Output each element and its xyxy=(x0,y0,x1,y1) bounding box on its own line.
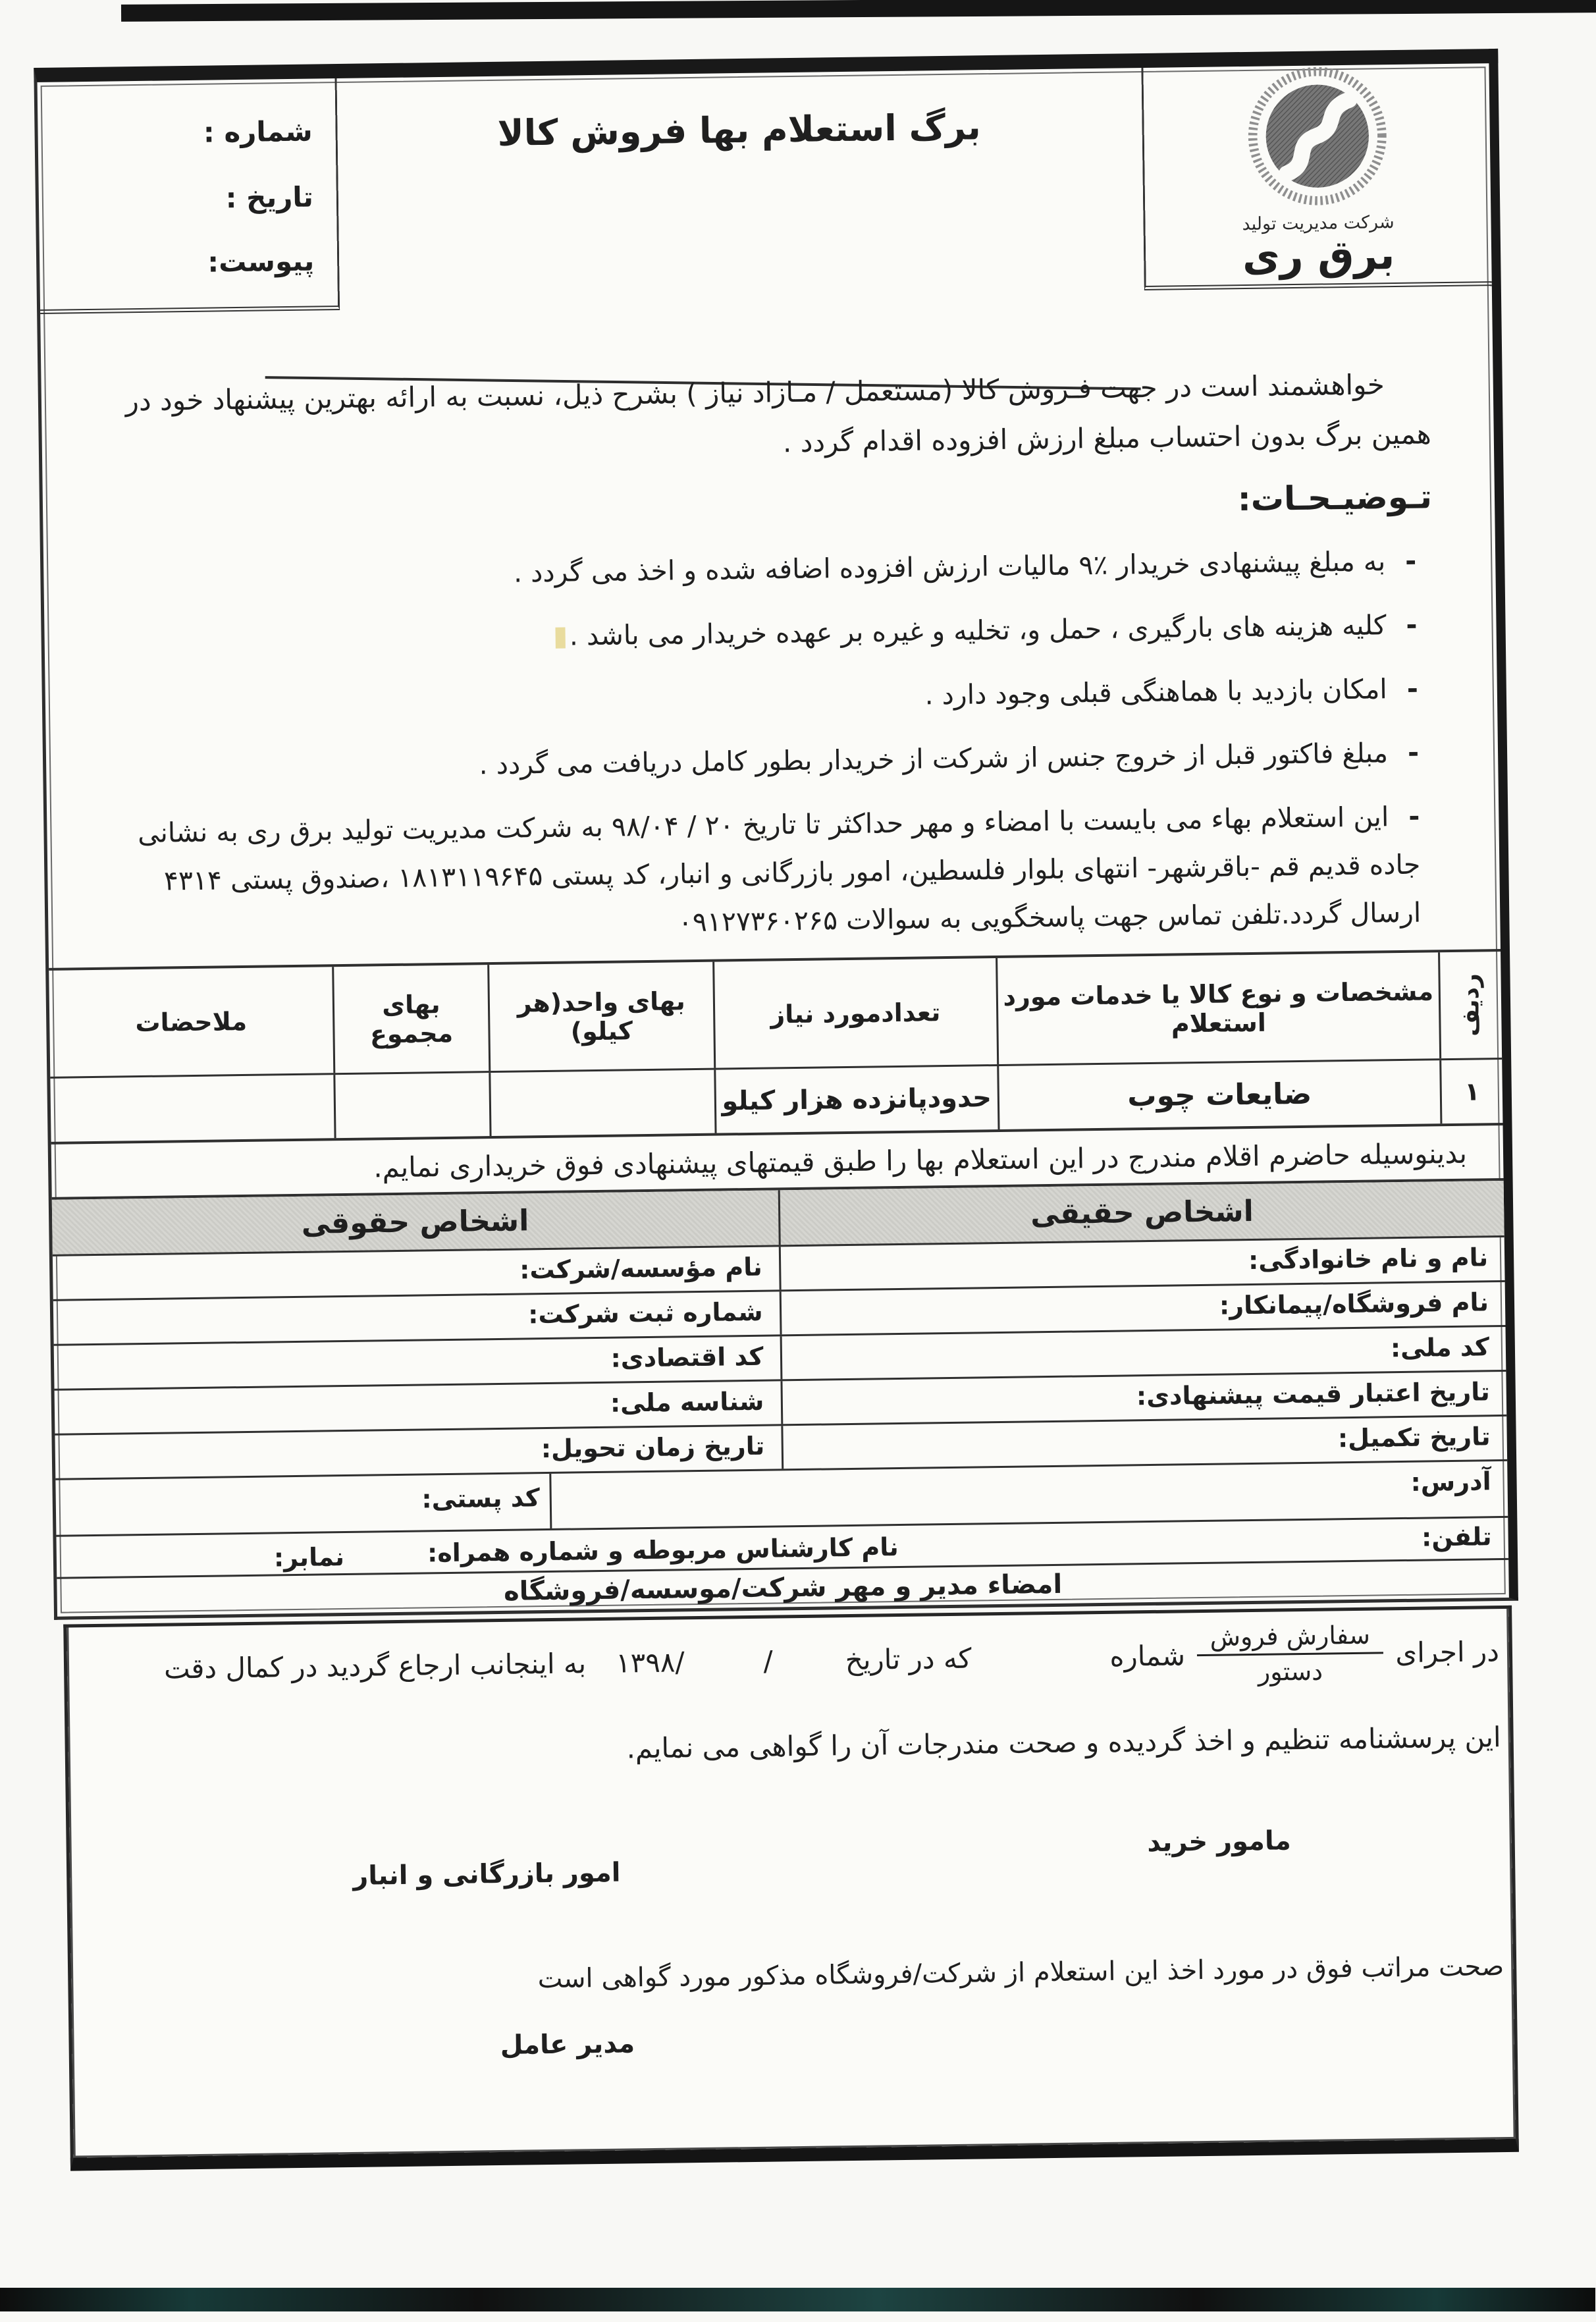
note-item: -کلیه هزینه های بارگیری ، حمل و، تخلیه و غیره بر عهده خریدار می باشد . xyxy=(120,601,1418,666)
notes-list xyxy=(120,537,1422,970)
number-label: شماره : xyxy=(203,115,313,149)
cell-remarks[interactable] xyxy=(51,1075,334,1142)
bullet-dash: - xyxy=(1408,800,1421,832)
company-name-line1: شرکت مدیریت تولید xyxy=(1242,212,1395,235)
cell-quantity: حدودپانزده هزار کیلو xyxy=(714,1066,998,1133)
note-item: -مبلغ فاکتور قبل از خروج جنس از شرکت از خریدار بطور کامل دریافت می گردد . xyxy=(479,736,1420,781)
sale-order-option: سفارش فروش xyxy=(1210,1620,1371,1652)
company-name-field[interactable]: نام مؤسسه/شرکت: xyxy=(519,1252,763,1285)
form-title: برگ استعلام بها فروش کالا xyxy=(498,106,982,154)
sale-order-or-directive-choice xyxy=(1197,1618,1385,1690)
attachment-label: پیوست: xyxy=(208,244,315,279)
phone-field[interactable]: تلفن: xyxy=(1422,1522,1493,1552)
execution-line xyxy=(77,1617,1500,1705)
company-logo-icon xyxy=(1245,65,1391,210)
column-header-total-price: بهای مجموع xyxy=(332,965,489,1073)
buyer-declaration: بدینوسیله حاضرم اقلام مندرج در این استعلام بها را طبق قیمتهای پیشنهادی فوق خریداری نمایم. xyxy=(52,1127,1504,1200)
economic-code-field[interactable]: کد اقتصادی: xyxy=(611,1341,764,1373)
items-table-header xyxy=(49,949,1503,1079)
note-item: -به مبلغ پیشنهادی خریدار ٪۹ مالیات ارزش افزوده اضافه شده و اخذ می گردد . xyxy=(514,545,1418,589)
fax-field[interactable]: نمابر: xyxy=(274,1542,346,1573)
questionnaire-certification-line: این پرسشنامه تنظیم و اخذ گردیده و صحت مندرجات آن را گواهی می نمایم. xyxy=(627,1721,1502,1765)
items-table xyxy=(49,949,1503,1145)
header-meta-cell xyxy=(38,78,341,314)
order-number-field[interactable]: شماره xyxy=(1110,1639,1186,1673)
price-validity-date-field[interactable]: تاریخ اعتبار قیمت پیشنهادی: xyxy=(781,1372,1507,1424)
registration-number-field[interactable]: شماره ثبت شرکت: xyxy=(528,1297,764,1330)
inquiry-form-frame xyxy=(34,49,1519,1620)
managing-director-signature-label: مدیر عامل xyxy=(500,2028,636,2061)
column-header-row-no: ردیف xyxy=(1439,952,1503,1058)
exec-suffix: به اینجانب ارجاع گردید در کمال دقت xyxy=(164,1647,587,1685)
cell-row-no: ۱ xyxy=(1440,1060,1503,1123)
signature-stamp-row[interactable]: امضاء مدیر و مهر شرکت/موسسه/فروشگاه xyxy=(504,1569,1063,1607)
real-persons-header: اشخاص حقیقی xyxy=(778,1181,1504,1245)
bullet-dash: - xyxy=(1406,608,1418,641)
company-name-line2: برق ری xyxy=(1242,230,1396,281)
column-header-remarks: ملاحضات xyxy=(136,1006,248,1037)
commerce-warehouse-signature-label: امور بازرگانی و انبار xyxy=(353,1857,622,1891)
accuracy-certification-line: صحت مراتب فوق در مورد اخذ این استعلام از شرکت/فروشگاه مذکور مورد گواهی است xyxy=(538,1951,1505,1995)
highlight-mark xyxy=(556,628,566,649)
column-header-unit-price: بهای واحد(هر کیلو) xyxy=(488,962,714,1071)
completion-date-field[interactable]: تاریخ تکمیل: xyxy=(782,1417,1508,1469)
full-name-field[interactable]: نام و نام خانوادگی: xyxy=(779,1237,1505,1289)
date-year-slot[interactable]: /۱۳۹۸ xyxy=(616,1646,685,1679)
delivery-date-field[interactable]: تاریخ زمان تحویل: xyxy=(541,1431,766,1464)
store-contractor-field[interactable]: نام فروشگاه/پیمانکار: xyxy=(780,1282,1506,1334)
expert-name-field[interactable]: نام کارشناس مربوطه و شماره همراه: xyxy=(427,1532,899,1568)
cell-total-price[interactable] xyxy=(334,1073,490,1138)
bullet-dash: - xyxy=(1407,672,1420,705)
referral-date-label: که در تاریخ xyxy=(845,1642,972,1677)
notes-heading: تـوضیـحـات: xyxy=(1238,477,1433,519)
note-item: -امکان بازدید با هماهنگی قبلی وجود دارد . xyxy=(925,672,1420,711)
bullet-dash: - xyxy=(1408,736,1420,769)
national-id-field[interactable]: کد ملی: xyxy=(780,1327,1506,1379)
intro-paragraph: خواهشمند است در جهت فـروش کالا (مستعمل / مـازاد نیاز ) بشرح ذیل، نسبت به ارائه بهترین پیشنهاد خود در همین برگ بدون احتساب مبلغ ارزش افزوده اقدام گردد . xyxy=(126,368,1433,458)
date-label: تاریخ : xyxy=(226,180,315,215)
column-header-description: مشخصات و نوع کالا یا خدمات مورد استعلام xyxy=(996,952,1441,1064)
legal-persons-header: اشخاص حقوقی xyxy=(302,1204,530,1241)
note-item: -این استعلام بهاء می بایست با امضاء و مهر حداکثر تا تاریخ ۲۰ / ۹۸/۰۴ به شرکت مدیریت تولید برق ری به نشانی جاده قدیم قم -باقرشهر- انتهای بلوار فلسطین، امور بازرگانی و انبار، کد پستی ۱۸۱۳۱۱۹۶۴۵ ،صندوق پستی ۴۳۱۴ ارسال گردد.تلفن تماس جهت پاسخگویی به سوالات ۰۹۱۲۷۳۶۰۲۶۵ xyxy=(138,800,1422,938)
cell-description: ضایعات چوب xyxy=(998,1060,1441,1129)
address-field[interactable]: آدرس: xyxy=(550,1461,1508,1528)
date-day-slot[interactable]: / xyxy=(764,1644,774,1678)
scan-edge-artifact-bottom xyxy=(0,2288,1596,2311)
directive-option: دستور xyxy=(1198,1652,1385,1690)
national-legal-id-field[interactable]: شناسه ملی: xyxy=(610,1386,765,1418)
column-header-quantity: تعدادمورد نیاز xyxy=(713,958,998,1068)
purchase-agent-signature-label: مامور خرید xyxy=(1147,1825,1292,1858)
bullet-dash: - xyxy=(1405,545,1418,577)
internal-approval-frame xyxy=(64,1606,1520,2171)
company-logo-cell xyxy=(1142,63,1492,290)
exec-prefix: در اجرای xyxy=(1395,1635,1501,1669)
postal-code-field[interactable]: کد پستی: xyxy=(422,1483,541,1514)
cell-unit-price[interactable] xyxy=(489,1070,715,1136)
